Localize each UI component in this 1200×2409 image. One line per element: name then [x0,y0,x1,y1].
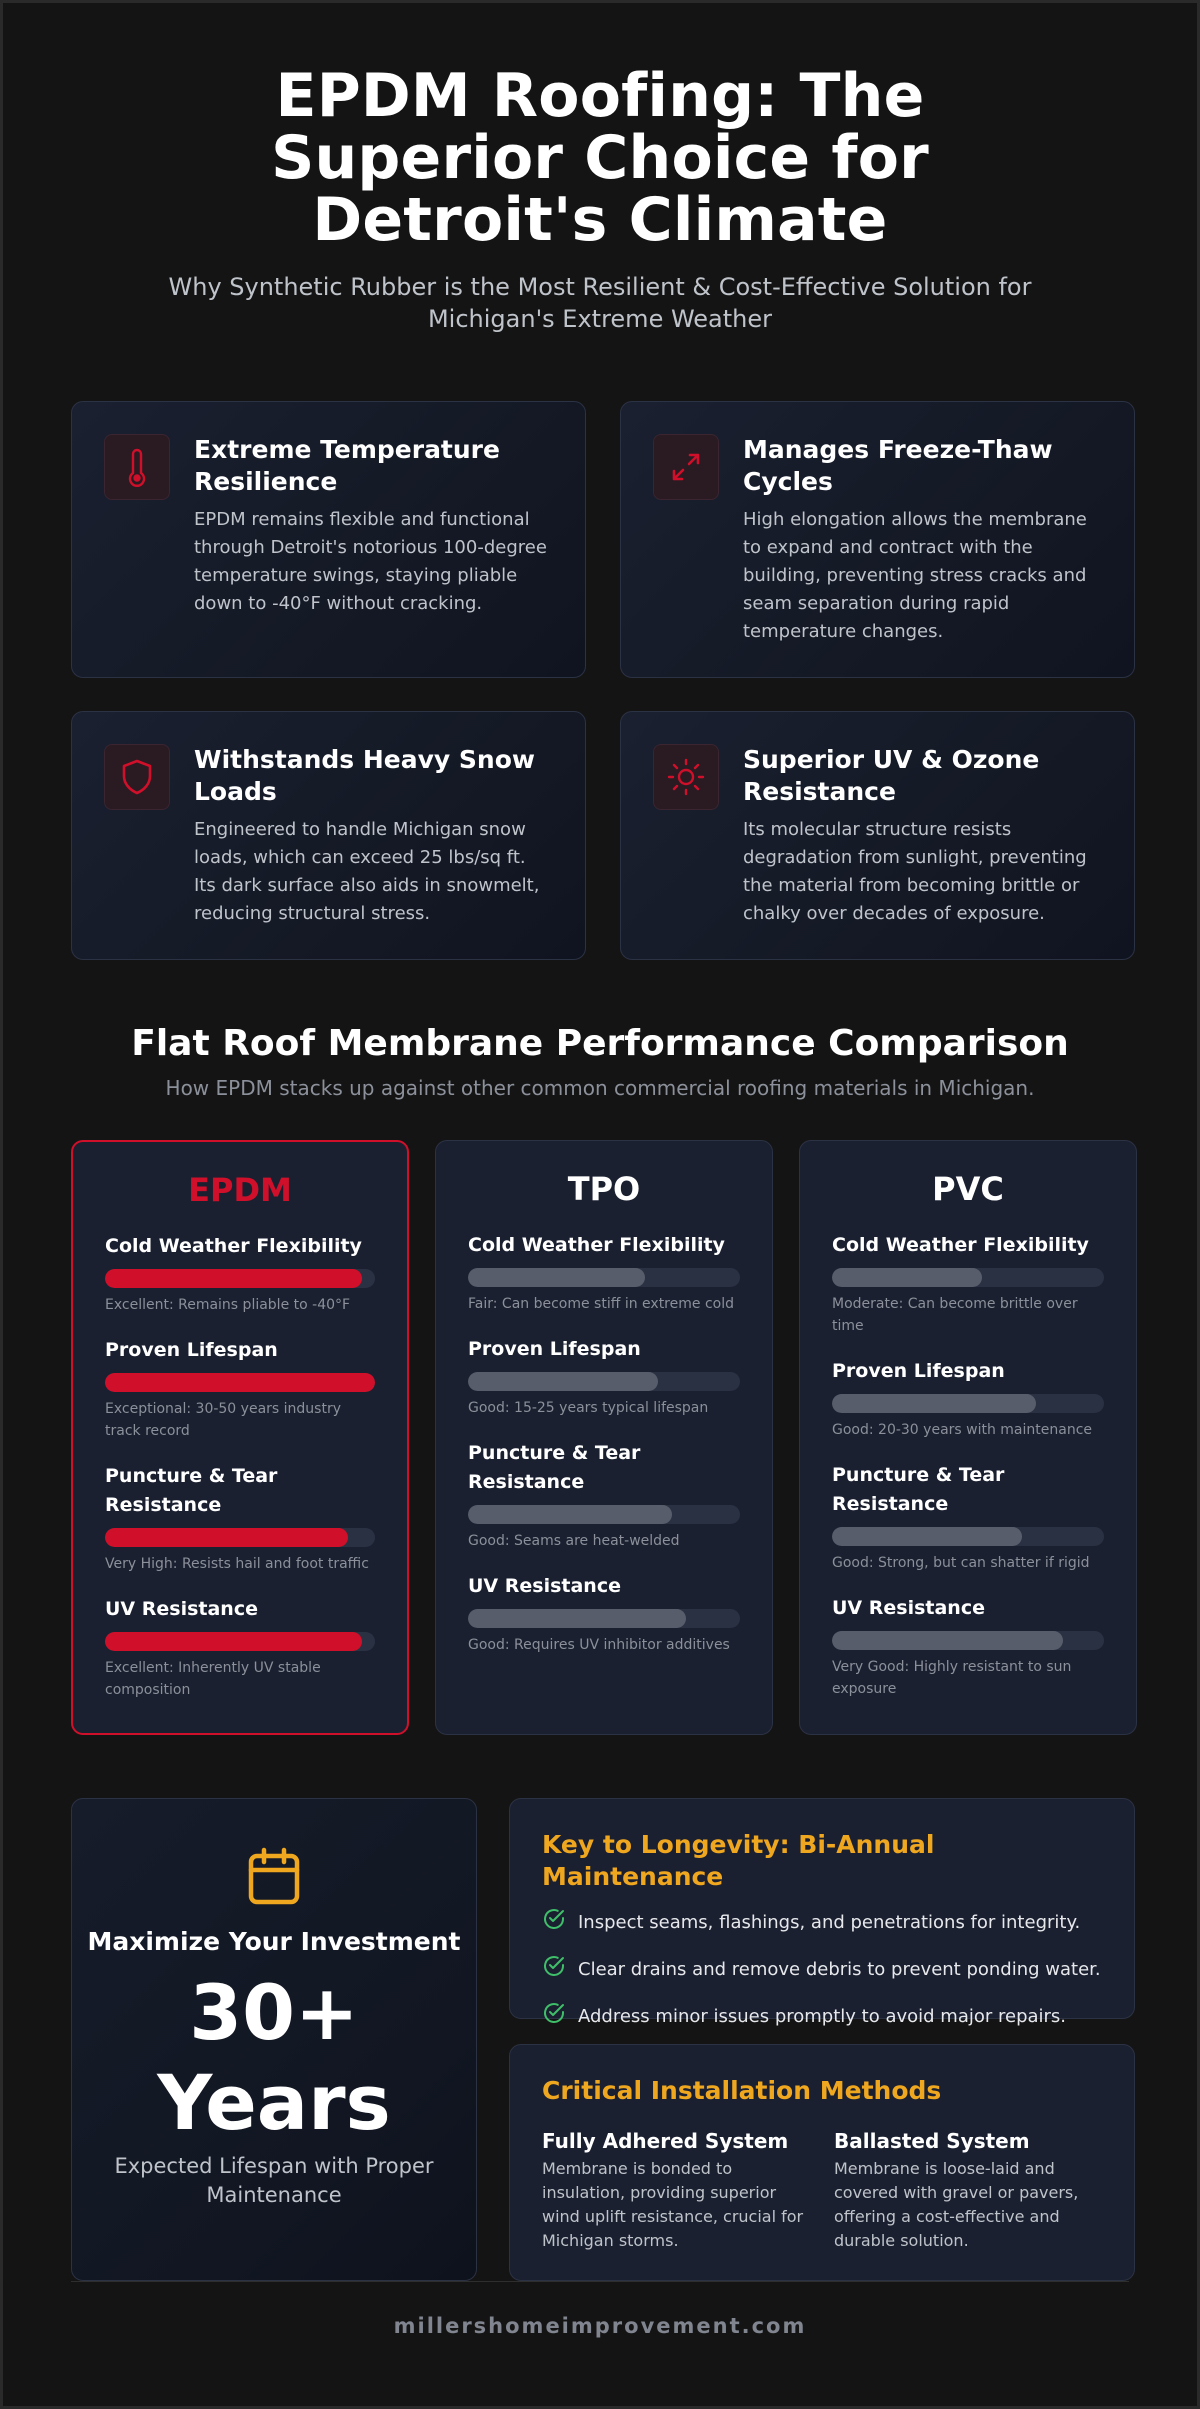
metric-bar-fill [468,1372,658,1391]
metric-bar-fill [832,1394,1036,1413]
metric-bar-fill [468,1609,686,1628]
feature-card-temperature [71,401,586,678]
metric-bar-track [105,1528,375,1547]
method-text: Membrane is bonded to insulation, providing superior wind uplift resistance, crucial for Michigan storms. [542,2159,804,2250]
metric-bar-track [832,1527,1104,1546]
feature-card-snow-loads [71,711,586,960]
feature-title: Extreme Temperature Resilience [194,435,500,496]
lifespan-label: Maximize Your Investment [87,1927,461,1956]
metric-note: Very High: Resists hail and foot traffic [105,1556,369,1572]
metric-label: UV Resistance [468,1575,621,1597]
metric-label: Cold Weather Flexibility [105,1235,362,1257]
metric-bar-fill [105,1632,362,1651]
checklist-text: Clear drains and remove debris to prevent ponding water. [578,1958,1101,1980]
installation-title: Critical Installation Methods [542,2076,942,2105]
material-name: TPO [567,1170,641,1208]
metric-bar-track [832,1631,1104,1650]
checklist-item [542,2001,1102,2032]
metric-label: Proven Lifespan [105,1339,278,1361]
page-title: EPDM Roofing: The Superior Choice for Detroit's Climate [271,61,929,255]
calendar-icon [72,1847,476,1911]
metric-row [105,1232,375,1316]
metric-bar-fill [468,1268,645,1287]
metric-note: Moderate: Can become brittle over time [832,1296,1078,1334]
metric-note: Good: Requires UV inhibitor additives [468,1637,730,1653]
metric-row [105,1595,375,1701]
material-card-pvc [799,1140,1137,1735]
feature-title: Withstands Heavy Snow Loads [194,745,535,806]
feature-text: Its molecular structure resists degradation from sunlight, preventing the material from becoming brittle or chalky over decades of exposure. [743,819,1087,924]
metric-note: Exceptional: 30-50 years industry track record [105,1401,341,1439]
metric-bar-fill [832,1527,1022,1546]
feature-text: High elongation allows the membrane to expand and contract with the building, preventing stress cracks and seam separation during rapid temperature changes. [743,509,1087,642]
check-circle-icon [542,1954,566,1985]
page-subtitle: Why Synthetic Rubber is the Most Resilient & Cost-Effective Solution for Michigan's Extreme Weather [168,273,1032,333]
metric-row [105,1336,375,1442]
comparison-title: Flat Roof Membrane Performance Comparison [131,1023,1069,1064]
method-title: Fully Adhered System [542,2129,789,2153]
metric-note: Fair: Can become stiff in extreme cold [468,1296,734,1312]
material-name: PVC [932,1170,1004,1208]
lifespan-subtitle: Expected Lifespan with Proper Maintenance [114,2154,434,2207]
metric-note: Good: 20-30 years with maintenance [832,1422,1093,1438]
feature-title: Superior UV & Ozone Resistance [743,745,1040,806]
metric-label: Puncture & Tear Resistance [468,1442,641,1493]
lifespan-value [72,1968,476,2148]
material-card-epdm [71,1140,409,1735]
checklist-item [542,1954,1102,1985]
metric-row [832,1357,1104,1441]
metric-row [468,1572,740,1656]
header [71,3,1129,335]
metric-bar-track [105,1269,375,1288]
metric-note: Good: Strong, but can shatter if rigid [832,1555,1090,1571]
metric-bar-fill [468,1505,672,1524]
metric-bar-track [468,1268,740,1287]
comparison-header [71,1022,1129,1100]
maintenance-title: Key to Longevity: Bi-Annual Maintenance [542,1830,935,1891]
metric-bar-fill [105,1269,362,1288]
comparison-subtitle: How EPDM stacks up against other common commercial roofing materials in Michigan. [165,1076,1035,1100]
material-name: EPDM [188,1171,292,1209]
checklist-text: Inspect seams, flashings, and penetrations for integrity. [578,1911,1081,1933]
metric-row [468,1439,740,1552]
metric-label: Cold Weather Flexibility [468,1234,725,1256]
footer-site-link[interactable]: millershomeimprovement.com [393,2314,807,2338]
checklist-text: Address minor issues promptly to avoid major repairs. [578,2005,1067,2027]
metric-note: Good: Seams are heat-welded [468,1533,680,1549]
right-column [509,1798,1135,2281]
bottom-section [71,1798,1129,2281]
feature-grid [71,401,1129,960]
maintenance-panel [509,1798,1135,2027]
feature-title: Manages Freeze-Thaw Cycles [743,435,1053,496]
metric-label: Proven Lifespan [832,1360,1005,1382]
shield-icon [104,744,170,810]
metric-label: Proven Lifespan [468,1338,641,1360]
metric-label: UV Resistance [105,1598,258,1620]
metric-bar-fill [105,1528,348,1547]
comparison-grid [71,1140,1129,1735]
feature-card-uv-ozone [620,711,1135,960]
maintenance-checklist [542,1907,1102,2032]
lifespan-value-number: 30+ [189,1968,359,2057]
metric-bar-track [105,1373,375,1392]
expand-arrows-icon [653,434,719,500]
metric-bar-track [832,1394,1104,1413]
feature-card-freeze-thaw [620,401,1135,678]
metric-bar-track [105,1632,375,1651]
lifespan-card [71,1798,477,2281]
material-card-tpo [435,1140,773,1735]
check-circle-icon [542,2001,566,2032]
method-title: Ballasted System [834,2129,1030,2153]
metric-label: Cold Weather Flexibility [832,1234,1089,1256]
thermometer-icon [104,434,170,500]
metric-row [468,1335,740,1419]
metric-label: UV Resistance [832,1597,985,1619]
method-ballasted [834,2129,1110,2253]
metric-row [832,1461,1104,1574]
metric-row [832,1594,1104,1700]
metric-label: Puncture & Tear Resistance [105,1465,278,1516]
lifespan-value-unit: Years [157,2058,391,2147]
method-text: Membrane is loose-laid and covered with gravel or pavers, offering a cost-effective and durable solution. [834,2159,1079,2250]
metric-note: Good: 15-25 years typical lifespan [468,1400,709,1416]
metric-bar-fill [832,1631,1063,1650]
metric-bar-fill [832,1268,982,1287]
installation-panel [509,2044,1135,2281]
metric-bar-track [832,1268,1104,1287]
feature-text: EPDM remains flexible and functional through Detroit's notorious 100-degree temperature swings, staying pliable down to -40°F without cracking. [194,509,547,614]
metric-bar-track [468,1505,740,1524]
sun-icon [653,744,719,810]
check-circle-icon [542,1907,566,1938]
metric-bar-track [468,1609,740,1628]
metric-row [105,1462,375,1575]
metric-note: Excellent: Inherently UV stable composition [105,1660,321,1698]
footer [71,2281,1129,2338]
installation-methods [542,2129,1102,2253]
metric-note: Excellent: Remains pliable to -40°F [105,1297,351,1313]
metric-row [468,1231,740,1315]
metric-note: Very Good: Highly resistant to sun exposure [832,1659,1072,1697]
checklist-item [542,1907,1102,1938]
metric-bar-track [468,1372,740,1391]
method-fully-adhered [542,2129,818,2253]
metric-row [832,1231,1104,1337]
metric-label: Puncture & Tear Resistance [832,1464,1005,1515]
metric-bar-fill [105,1373,375,1392]
feature-text: Engineered to handle Michigan snow loads, which can exceed 25 lbs/sq ft. Its dark surface also aids in snowmelt, reducing structural stress. [194,819,540,924]
